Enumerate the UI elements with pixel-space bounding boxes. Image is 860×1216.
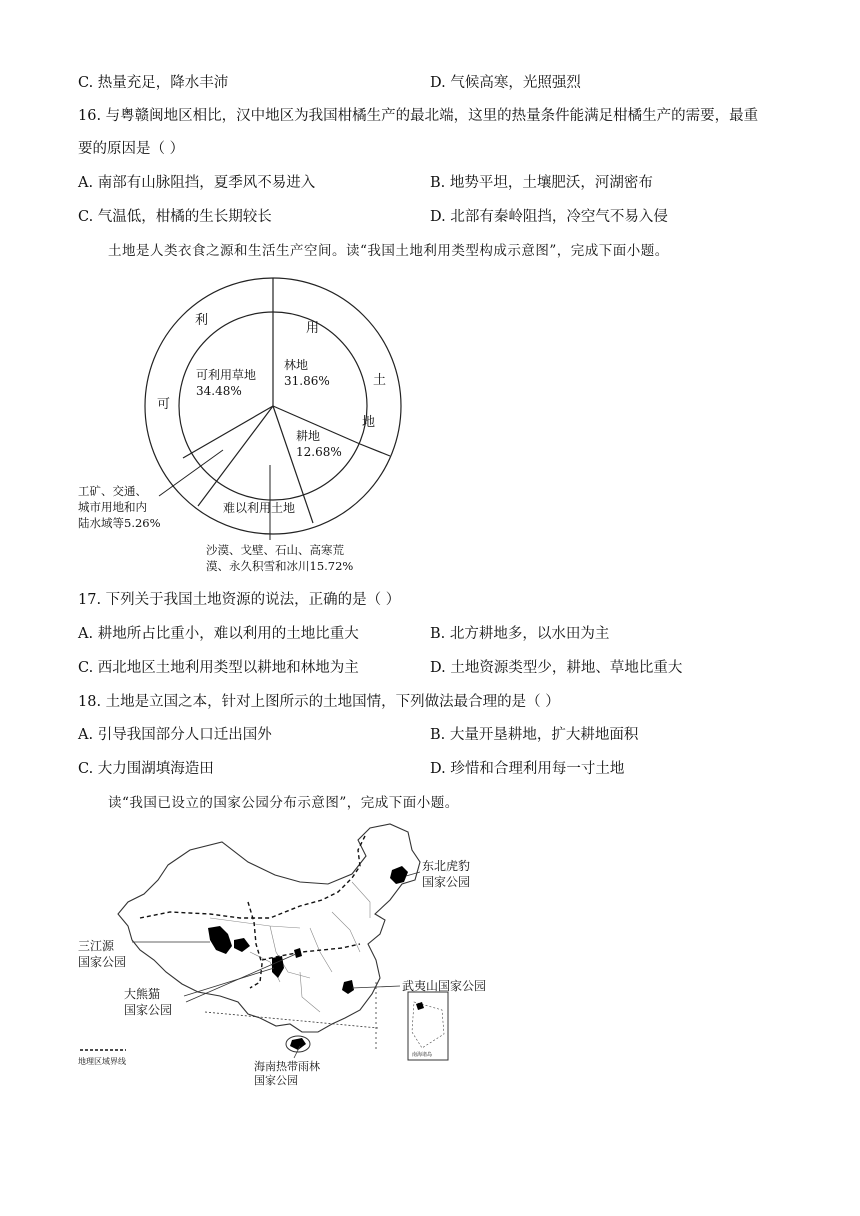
q18-stem: 18. 土地是立国之本，针对上图所示的土地国情，下列做法最合理的是（ ） — [78, 694, 560, 710]
q16-stem-line1: 16. 与粤赣闽地区相比，汉中地区为我国柑橘生产的最北端，这里的热量条件能满足柑橘生产的需要，最重 — [78, 108, 759, 124]
label-panda-line2: 国家公园 — [124, 1003, 173, 1017]
q15-option-c: C. 热量充足，降水丰沛 — [78, 75, 229, 91]
label-grassland-pct: 34.48% — [196, 384, 242, 398]
leader-panda-2 — [186, 954, 296, 1002]
q16-option-d: D. 北部有秦岭阻挡，冷空气不易入侵 — [430, 209, 668, 225]
q17-option-c: C. 西北地区土地利用类型以耕地和林地为主 — [78, 660, 359, 676]
label-forest-name: 林地 — [284, 358, 309, 372]
q18-option-a: A. 引导我国部分人口迁出国外 — [78, 727, 272, 743]
label-built-line1: 工矿、交通、 — [78, 484, 147, 498]
inset-label: 南海诸岛 — [412, 1052, 433, 1058]
park-sanjiangyuan-2 — [234, 938, 250, 952]
leader-built — [159, 450, 223, 496]
label-grassland-name: 可利用草地 — [196, 368, 257, 382]
label-unusable: 难以利用土地 — [223, 501, 296, 515]
q18-option-c: C. 大力围湖填海造田 — [78, 761, 214, 777]
ring-char-tu: 土 — [373, 373, 387, 388]
label-sanjiangyuan-line1: 三江源 — [78, 939, 115, 953]
q16-stem-line2: 要的原因是（ ） — [78, 141, 185, 157]
park-intro-text: 读“我国已设立的国家公园分布示意图”，完成下面小题。 — [108, 795, 459, 811]
leader-panda-1 — [184, 968, 274, 996]
label-desert-line2: 漠、永久积雪和冰川15.72% — [206, 559, 354, 573]
china-outline — [118, 824, 420, 1032]
label-desert-line1: 沙漠、戈壁、石山、高寒荒 — [206, 543, 344, 557]
q15-option-d: D. 气候高寒，光照强烈 — [430, 75, 581, 91]
q17-stem: 17. 下列关于我国土地资源的说法，正确的是（ ） — [78, 592, 401, 608]
region-boundary-north — [140, 836, 365, 918]
park-northeast-tiger-leopard — [390, 866, 408, 884]
park-sanjiangyuan-1 — [208, 926, 232, 954]
label-forest-pct: 31.86% — [284, 374, 330, 388]
pie-divider-farmland-ring — [360, 444, 390, 456]
label-panda-line1: 大熊猫 — [124, 987, 161, 1001]
q17-option-b: B. 北方耕地多，以水田为主 — [430, 626, 610, 642]
q16-option-a: A. 南部有山脉阻挡，夏季风不易进入 — [78, 175, 316, 191]
label-built-line2: 城市用地和内 — [78, 500, 147, 514]
park-wuyishan — [342, 980, 354, 994]
ring-char-li: 利 — [195, 313, 209, 328]
land-use-pie-figure — [60, 270, 420, 580]
label-hainan-line1: 海南热带雨林 — [254, 1060, 320, 1073]
legend-label: 地理区域界线 — [78, 1057, 126, 1066]
land-intro-text: 土地是人类衣食之源和生活生产空间。读“我国土地利用类型构成示意图”，完成下面小题。 — [108, 243, 669, 259]
q16-option-b: B. 地势平坦，土壤肥沃，河湖密布 — [430, 175, 653, 191]
label-hainan-line2: 国家公园 — [254, 1074, 298, 1087]
park-hainan — [290, 1038, 306, 1050]
q16-option-c: C. 气温低，柑橘的生长期较长 — [78, 209, 272, 225]
label-farmland-name: 耕地 — [296, 429, 321, 443]
ring-char-yong: 用 — [306, 321, 320, 336]
label-sanjiangyuan-line2: 国家公园 — [78, 955, 127, 969]
q17-option-d: D. 土地资源类型少，耕地、草地比重大 — [430, 660, 683, 676]
label-built-line3: 陆水域等5.26% — [78, 516, 161, 530]
label-farmland-pct: 12.68% — [296, 445, 342, 459]
q17-option-a: A. 耕地所占比重小，难以利用的土地比重大 — [78, 626, 359, 642]
q18-option-d: D. 珍惜和合理利用每一寸土地 — [430, 761, 625, 777]
ring-char-ke: 可 — [157, 397, 171, 412]
park-panda-2 — [294, 948, 302, 958]
label-northeast-line1: 东北虎豹 — [422, 859, 471, 873]
ring-char-di: 地 — [362, 415, 376, 430]
label-northeast-line2: 国家公园 — [422, 875, 471, 889]
pie-divider-built — [183, 406, 273, 458]
national-parks-map-figure — [70, 822, 490, 1092]
q18-option-b: B. 大量开垦耕地，扩大耕地面积 — [430, 727, 639, 743]
leader-northeast — [406, 872, 420, 876]
label-wuyi: 武夷山国家公园 — [402, 979, 487, 993]
pie-divider-desert — [198, 406, 273, 506]
park-panda-1 — [272, 956, 284, 978]
